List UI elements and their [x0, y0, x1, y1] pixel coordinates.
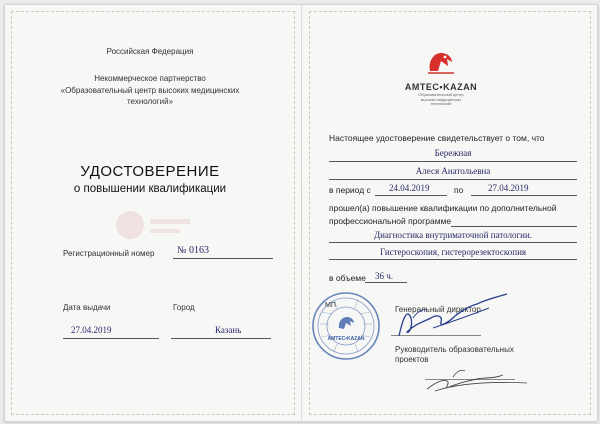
name-underline	[329, 179, 577, 180]
passed-text-line-2: профессиональной программе	[329, 216, 452, 226]
program-underline-1	[329, 242, 577, 243]
date-to-value: 27.04.2019	[488, 183, 529, 193]
document-subtitle: о повышении квалификации	[73, 183, 227, 195]
date-from-underline	[375, 195, 447, 196]
passed-underline	[451, 226, 577, 227]
city-label: Город	[173, 303, 195, 312]
logo-subtitle-2: высоких медицинских	[420, 96, 462, 102]
date-to-underline	[471, 195, 577, 196]
logo-subtitle	[401, 93, 481, 107]
issue-date-underline	[63, 338, 159, 339]
country-label: Российская Федерация	[106, 47, 194, 56]
passed-text-line-1: прошел(а) повышение квалификации по дополнительной	[329, 203, 557, 213]
logo-subtitle-1: Образовательный центр	[418, 92, 464, 97]
program-line-1: Диагностика внутриматочной патологии.	[373, 230, 533, 240]
volume-value: 36 ч.	[375, 271, 394, 281]
surname-underline	[329, 161, 577, 162]
certificate-spread	[4, 4, 598, 422]
surname-value: Бережная	[434, 148, 472, 158]
issue-date-value: 27.04.2019	[71, 325, 112, 335]
volume-underline	[365, 282, 407, 283]
intro-text: Настоящее удостоверение свидетельствует о том, что	[329, 133, 545, 143]
registration-underline	[173, 258, 273, 259]
org-type: Некоммерческое партнерство	[94, 74, 206, 83]
period-to-label: по	[454, 185, 464, 195]
registration-number: № 0163	[177, 245, 210, 256]
amtec-kazan-logo-icon	[424, 47, 458, 77]
organization-stamp	[310, 290, 382, 362]
mp-label: МП	[325, 302, 336, 309]
head-label-line-2: проектов	[395, 355, 429, 364]
head-label-line-1: Руководитель образовательных	[395, 345, 514, 354]
head-signature	[423, 353, 533, 395]
program-underline-2	[329, 259, 577, 260]
registration-label: Регистрационный номер	[63, 249, 155, 258]
city-value: Казань	[215, 325, 242, 335]
stamp-text: AMTEC•KAZAN	[327, 336, 365, 342]
program-line-2: Гистероскопия, гистерорезектоскопия	[379, 247, 527, 257]
logo-subtitle-3: технологий	[430, 101, 452, 106]
director-label: Генеральный директор	[395, 305, 481, 314]
city-underline	[171, 338, 271, 339]
period-label: в период с	[329, 185, 371, 195]
name-value: Алеся Анатольевна	[415, 166, 491, 176]
org-name-line-2: технологий»	[126, 97, 174, 106]
org-name-line-1: «Образовательный центр высоких медицинских	[60, 86, 240, 95]
page-fold	[301, 5, 302, 421]
issue-date-label: Дата выдачи	[63, 303, 111, 312]
document-title: УДОСТОВЕРЕНИЕ	[80, 163, 220, 180]
date-from-value: 24.04.2019	[389, 183, 430, 193]
logo-text: AMTEC•KAZAN	[404, 82, 478, 92]
volume-label: в объеме	[329, 273, 366, 283]
director-signature	[393, 288, 513, 343]
